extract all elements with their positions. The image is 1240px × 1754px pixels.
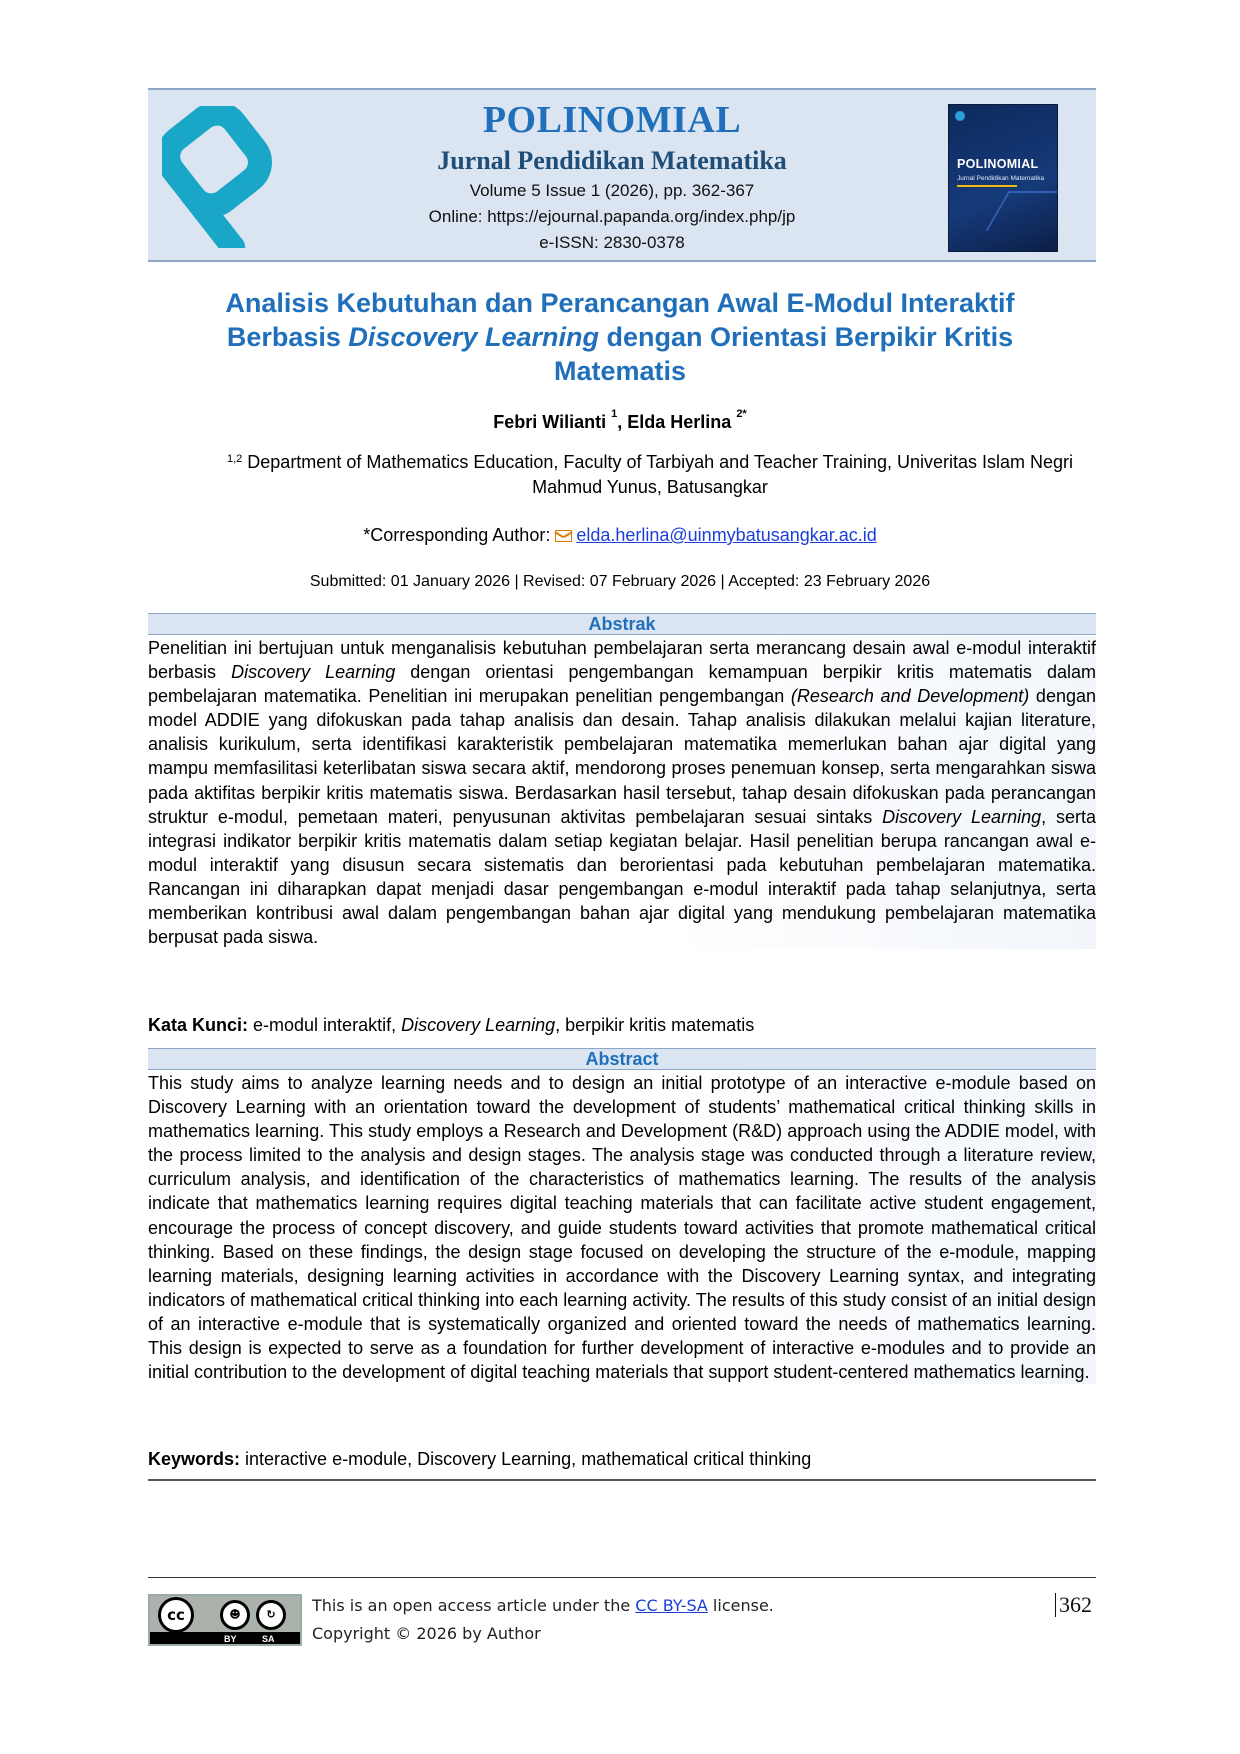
by-person-icon: ☻: [220, 1600, 250, 1630]
page-number-text: 362: [1059, 1592, 1092, 1617]
cover-title: POLINOMIAL: [957, 157, 1039, 171]
journal-subtitle: Jurnal Pendidikan Matematika: [437, 146, 787, 175]
corresponding-author: [160, 525, 1080, 546]
title-line-2: [160, 320, 1080, 354]
author-affil-sup: 1: [611, 408, 618, 420]
author-name: Febri Wilianti: [493, 412, 612, 432]
kata-kunci-italic: Discovery Learning: [401, 1015, 556, 1035]
license-text: This is an open access article under the: [312, 1596, 636, 1615]
copyright-line: Copyright © 2026 by Author: [312, 1624, 541, 1643]
journal-header: [148, 88, 1096, 262]
title-text: dengan Orientasi Berpikir Kritis: [599, 322, 1014, 352]
footer-divider: [148, 1577, 1096, 1578]
abstrak-italic: Discovery Learning: [231, 662, 396, 683]
cover-accent-line: [957, 185, 1017, 187]
journal-issn: e-ISSN: 2830-0378: [539, 233, 685, 252]
corresponding-label: *Corresponding Author:: [363, 525, 556, 545]
article-title: [160, 286, 1080, 388]
journal-info: [308, 98, 916, 256]
journal-name: POLINOMIAL: [482, 99, 742, 141]
envelope-icon: [555, 530, 572, 542]
affiliation: [200, 450, 1100, 500]
cover-decoration: [985, 191, 1058, 231]
page-number-bar: [1055, 1593, 1056, 1617]
affiliation-sup: 1,2: [226, 453, 243, 465]
cc-icon: cc: [158, 1597, 194, 1633]
license-notice: [312, 1592, 774, 1648]
abstrak-italic: (Research and Development): [790, 686, 1030, 707]
kata-kunci-text: , berpikir kritis matematis: [555, 1015, 755, 1035]
keywords-label: Keywords:: [148, 1449, 241, 1469]
journal-cover-image: [948, 104, 1058, 252]
license-text: license.: [707, 1596, 774, 1615]
title-line-3: Matematis: [553, 356, 687, 386]
cc-by-sa-badge[interactable]: [148, 1594, 302, 1646]
by-label: BY: [224, 1634, 237, 1644]
title-line-1: Analisis Kebutuhan dan Perancangan Awal E-Modul Interaktif: [225, 288, 1015, 318]
abstrak-text: Penelitian ini bertujuan untuk menganalisis kebutuhan pembelajaran serta merancang desain awal e-modul interaktif berbasis: [148, 638, 1096, 683]
journal-online-url: Online: https://ejournal.papanda.org/index.php/jp: [428, 207, 796, 226]
keywords: [148, 1449, 1096, 1470]
abstrak-text: dengan model ADDIE yang difokuskan pada tahap analisis dan desain. Tahap analisis dilakukan melalui kajian literature, analisis kurikulum, serta identifikasi karakteristik pembelajaran matematika memerlukan bahan ajar digital yang mampu memfasilitasi keterlibatan siswa secara aktif, mendorong proses penemuan konsep, serta mengarahkan siswa pada aktifitas berpikir kritis matematis siswa. Berdasarkan hasil tersebut, tahap desain difokuskan pada perancangan struktur e-modul, pemetaan materi, penyusunan aktivitas pembelajaran sesuai sintaks: [148, 686, 1097, 827]
sa-share-icon: ↻: [256, 1600, 286, 1630]
submission-dates: Submitted: 01 January 2026 | Revised: 07 February 2026 | Accepted: 23 February 2026: [309, 573, 931, 590]
cover-mark-icon: [955, 111, 965, 121]
title-text: Berbasis: [226, 322, 349, 352]
author-separator: ,: [617, 412, 628, 432]
affiliation-text: Department of Mathematics Education, Faculty of Tarbiyah and Teacher Training, Univeritas Islam Negri Mahmud Yunus, Batusangkar: [242, 452, 1074, 497]
journal-volume: Volume 5 Issue 1 (2026), pp. 362-367: [469, 181, 755, 200]
abstrak-text: , serta integrasi indikator berpikir kritis matematis dalam setiap kegiatan belajar. Hasil penelitian berupa rancangan awal e-modul interaktif yang disusun secara sistematis dan berorientasi pada kebutuhan pembelajaran matematika. Rancangan ini diharapkan dapat menjadi dasar pengembangan e-modul interaktif pada tahap selanjutnya, serta memberikan kontribusi awal dalam pengembangan bahan ajar digital yang mendukung pembelajaran matematika berpusat pada siswa.: [148, 806, 1096, 948]
journal-logo-icon: [162, 106, 292, 248]
abstrak-heading: Abstrak: [148, 613, 1096, 635]
abstrak-text: dengan orientasi pengembangan kemampuan berpikir kritis matematis dalam pembelajaran matematika. Penelitian ini merupakan penelitian pengembangan: [148, 662, 1096, 707]
authors: [160, 408, 1080, 433]
cc-by-sa-link[interactable]: CC BY-SA: [635, 1596, 708, 1615]
corresponding-email-link[interactable]: elda.herlina@uinmybatusangkar.ac.id: [576, 525, 877, 545]
section-divider: [148, 1479, 1096, 1481]
abstract-heading: Abstract: [148, 1048, 1096, 1070]
keywords-text: interactive e-module, Discovery Learning, mathematical critical thinking: [240, 1449, 812, 1469]
abstrak-italic: Discovery Learning: [882, 806, 1042, 827]
license-line: [312, 1592, 774, 1620]
author-name: Elda Herlina: [627, 412, 737, 432]
abstract-body: This study aims to analyze learning needs and to design an initial prototype of an interactive e-module based on Discovery Learning with an orientation toward the development of students’ mathematical critical thinking skills in mathematics learning. This study employs a Research and Development (R&D) approach using the ADDIE model, with the process limited to the analysis and design stages. The analysis stage was conducted through a literature review, curriculum analysis, and identification of the characteristics of mathematics learning. The results of the analysis indicate that mathematics learning requires digital teaching materials that can facilitate active student engagement, encourage the process of concept discovery, and guide students toward activities that promote mathematical critical thinking. Based on these findings, the design stage focused on developing the structure of the e-module, mapping learning materials, designing learning activities in accordance with the Discovery Learning syntax, and integrating indicators of mathematical critical thinking into each learning activity. The results of this study consist of an initial design of an interactive e-module that is systematically organized and oriented toward the needs of mathematics learning. This design is expected to serve as a foundation for further development of interactive e-modules and to provide an initial contribution to the development of digital teaching materials that support student-centered mathematics learning.: [148, 1071, 1096, 1384]
kata-kunci-label: Kata Kunci:: [148, 1015, 249, 1035]
abstrak-body: [148, 636, 1096, 949]
sa-label: SA: [262, 1634, 275, 1644]
cover-subtitle: Jurnal Pendidikan Matematika: [957, 175, 1045, 182]
page-number: [1055, 1592, 1092, 1618]
author-affil-sup: 2*: [736, 408, 747, 420]
title-italic: Discovery Learning: [348, 322, 600, 352]
kata-kunci: [148, 1015, 1096, 1036]
kata-kunci-text: e-modul interaktif,: [248, 1015, 402, 1035]
